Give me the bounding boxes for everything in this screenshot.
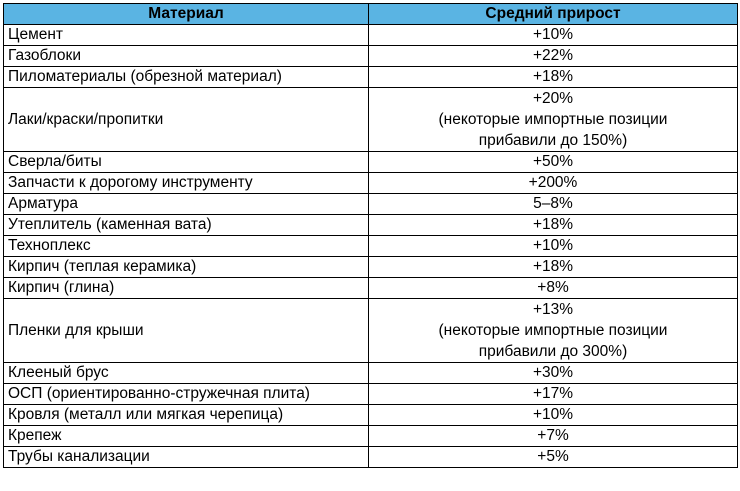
material-cell: Сверла/биты bbox=[4, 152, 369, 173]
table-row bbox=[4, 25, 738, 46]
growth-line: +30% bbox=[532, 364, 574, 381]
table-row bbox=[4, 278, 738, 299]
header-material: Материал bbox=[4, 4, 369, 25]
material-cell: Кирпич (глина) bbox=[4, 278, 369, 299]
header-growth: Средний прирост bbox=[369, 4, 738, 25]
material-cell: Запчасти к дорогому инструменту bbox=[4, 173, 369, 194]
table-row bbox=[4, 236, 738, 257]
growth-cell bbox=[369, 67, 738, 88]
growth-cell bbox=[369, 194, 738, 215]
growth-line: +200% bbox=[528, 174, 578, 191]
growth-line: +8% bbox=[537, 279, 569, 296]
table-header-row bbox=[4, 4, 738, 25]
growth-cell bbox=[369, 46, 738, 67]
growth-line: (некоторые импортные позиции bbox=[438, 111, 668, 128]
material-cell: Клееный брус bbox=[4, 363, 369, 384]
growth-cell bbox=[369, 257, 738, 278]
material-cell: Кирпич (теплая керамика) bbox=[4, 257, 369, 278]
table-row bbox=[4, 257, 738, 278]
material-cell: Крепеж bbox=[4, 426, 369, 447]
table-row bbox=[4, 152, 738, 173]
growth-line: +20% bbox=[532, 90, 574, 107]
growth-cell bbox=[369, 173, 738, 194]
table-row bbox=[4, 426, 738, 447]
growth-line: +18% bbox=[532, 68, 574, 85]
material-cell: Пленки для крыши bbox=[4, 299, 369, 363]
growth-line: +10% bbox=[532, 26, 574, 43]
table-row bbox=[4, 215, 738, 236]
table-row bbox=[4, 67, 738, 88]
growth-cell bbox=[369, 426, 738, 447]
growth-cell bbox=[369, 25, 738, 46]
growth-line: +10% bbox=[532, 406, 574, 423]
growth-cell bbox=[369, 236, 738, 257]
table-row bbox=[4, 88, 738, 152]
growth-line: +17% bbox=[532, 385, 574, 402]
material-cell: Кровля (металл или мягкая черепица) bbox=[4, 405, 369, 426]
material-cell: Цемент bbox=[4, 25, 369, 46]
growth-line: +18% bbox=[532, 258, 574, 275]
table-row bbox=[4, 46, 738, 67]
growth-cell bbox=[369, 88, 738, 152]
growth-line: +50% bbox=[532, 153, 574, 170]
growth-line: +13% bbox=[532, 301, 574, 318]
growth-cell bbox=[369, 363, 738, 384]
material-cell: Газоблоки bbox=[4, 46, 369, 67]
table-body bbox=[4, 25, 738, 468]
material-cell: Утеплитель (каменная вата) bbox=[4, 215, 369, 236]
growth-line: 5–8% bbox=[533, 195, 573, 212]
table-row bbox=[4, 173, 738, 194]
growth-line: +18% bbox=[532, 216, 574, 233]
growth-line: +22% bbox=[532, 47, 574, 64]
growth-cell bbox=[369, 278, 738, 299]
growth-cell bbox=[369, 405, 738, 426]
growth-cell bbox=[369, 215, 738, 236]
growth-line: +5% bbox=[537, 448, 569, 465]
growth-cell bbox=[369, 384, 738, 405]
material-cell: ОСП (ориентированно-стружечная плита) bbox=[4, 384, 369, 405]
growth-cell bbox=[369, 299, 738, 363]
table-row bbox=[4, 405, 738, 426]
table-row bbox=[4, 363, 738, 384]
growth-cell bbox=[369, 447, 738, 468]
table-row bbox=[4, 194, 738, 215]
material-cell: Арматура bbox=[4, 194, 369, 215]
growth-cell bbox=[369, 152, 738, 173]
table-row bbox=[4, 447, 738, 468]
table-row bbox=[4, 384, 738, 405]
growth-line: прибавили до 300%) bbox=[478, 343, 628, 360]
material-cell: Техноплекс bbox=[4, 236, 369, 257]
price-growth-table bbox=[3, 3, 738, 468]
table-row bbox=[4, 299, 738, 363]
material-cell: Пиломатериалы (обрезной материал) bbox=[4, 67, 369, 88]
growth-line: (некоторые импортные позиции bbox=[438, 322, 668, 339]
growth-line: +7% bbox=[537, 427, 569, 444]
growth-line: прибавили до 150%) bbox=[478, 132, 628, 149]
growth-line: +10% bbox=[532, 237, 574, 254]
material-cell: Лаки/краски/пропитки bbox=[4, 88, 369, 152]
material-cell: Трубы канализации bbox=[4, 447, 369, 468]
